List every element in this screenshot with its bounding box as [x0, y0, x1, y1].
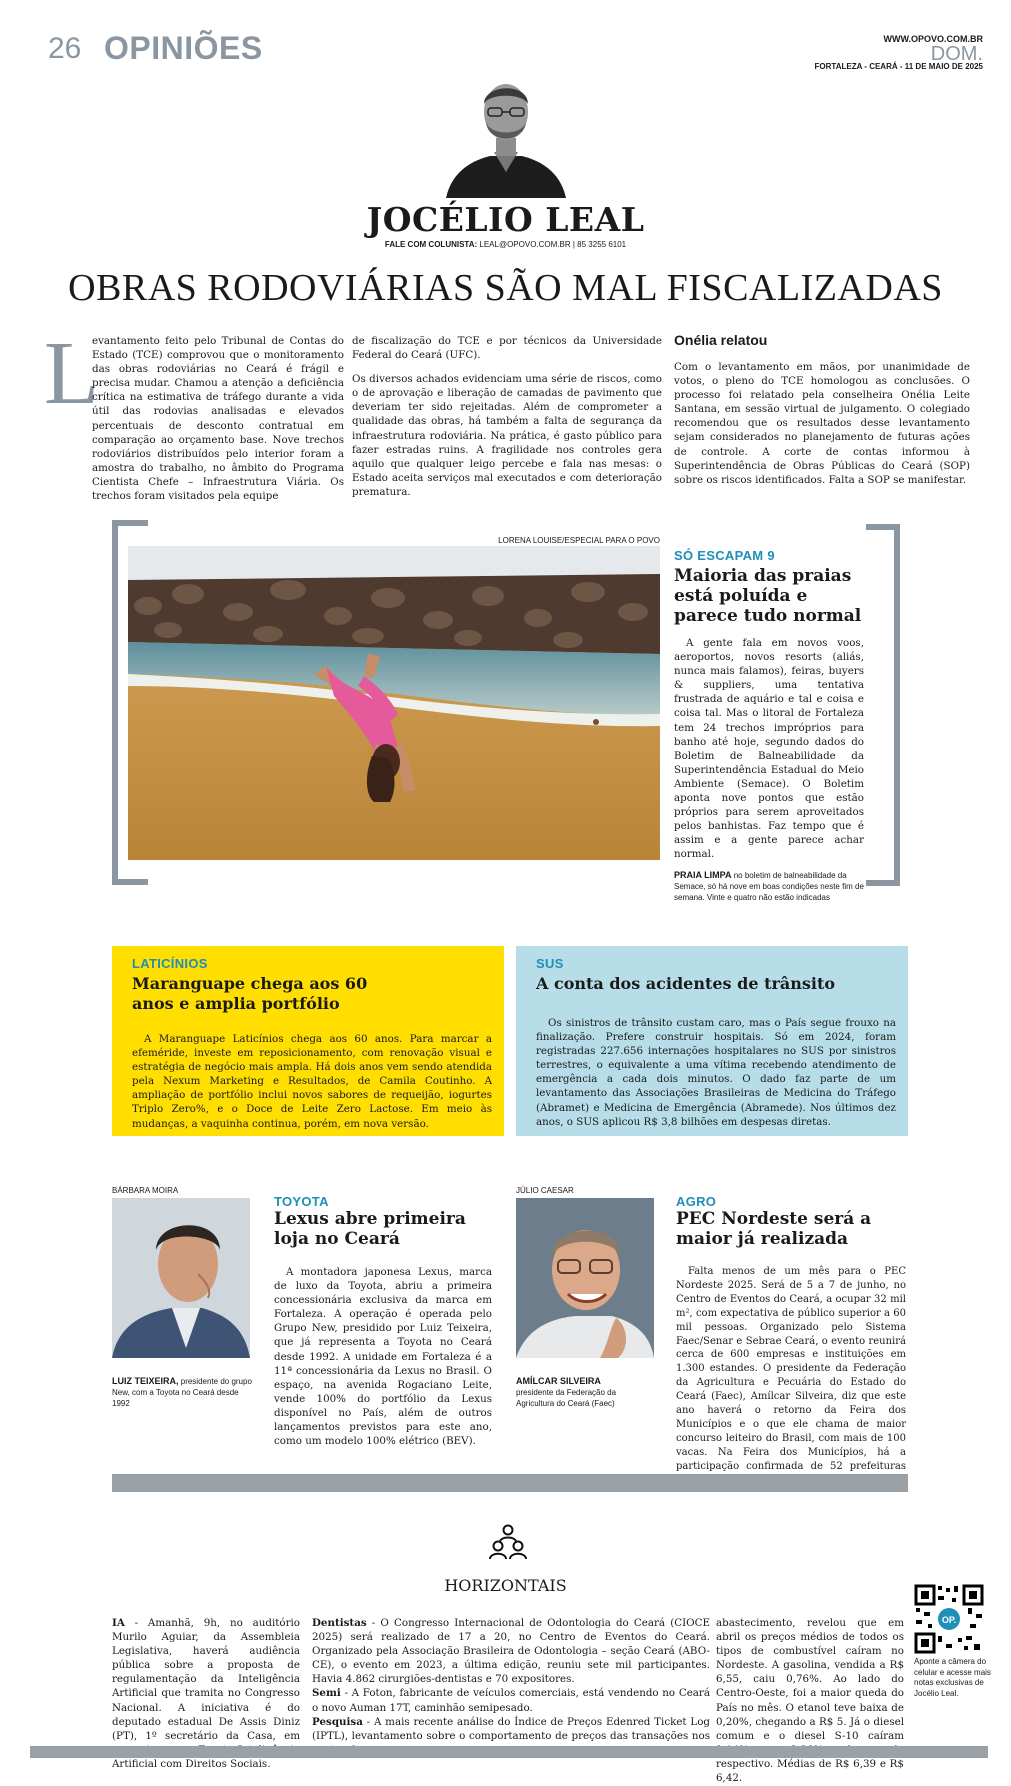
agro-kicker: AGRO	[676, 1194, 717, 1209]
box-laticinios-content	[132, 956, 492, 1131]
qr-note: Aponte a câmera do celular e acesse mais notas exclusivas de Jocélio Leal.	[914, 1657, 991, 1698]
lead-col3-text: Com o levantamento em mãos, por unanimidade de votos, o pleno do TCE homologou as conclusões. O processo foi relatado pela conselheira Onélia Leite Santana, em sessão virtual de julgamento. O colegiado recomendou que os resultados desse levantamento sejam considerados no planejamento de futuras ações de controle. A corte de contas informou à Superintendência de Obras Públicas do Ceará (SOP) sobre os riscos identificados. Falta a SOP se manifestar.	[674, 361, 970, 486]
bracket-right	[894, 524, 900, 886]
luiz-teixeira-photo	[112, 1198, 250, 1358]
bracket-left-bottom	[112, 879, 148, 885]
hz-item-semi	[312, 1686, 710, 1714]
agro-caption-bold-wrap	[516, 1376, 656, 1387]
featured-text: A gente fala em novos voos, aeroportos, novos resorts (aliás, nunca mais falamos), feiras, buyers & suppliers, uma tentativa frustrada de aquário e tal e coisa e coisa tal. Mas o litoral de Fortaleza tem 24 trechos impróprios para banho até hoje, segundo dados do Boletim de Balneabilidade da Superintendência Estadual do Meio Ambiente (Semace). O Boletim aponta nove pontos que estão próprios para serem aproveitados pelos banhistas. Faz tempo que é assim e a gente parece achar normal.	[674, 637, 864, 861]
lead-col1: evantamento feito pelo Tribunal de Contas do Estado (TCE) comprovou que o monitoramento das obras rodoviárias no Ceará é frágil e precisa mudar. Chamou a atenção a deficiência crítica na estimativa de tráfego durante a vida útil das rodovias analisadas e elevados percentuais de desconto contratual em comparação ao orçamento base. Nove trechos rodoviários distribuídos pelo interior foram a amostra do trabalho, no âmbito do Programa Cientista Chefe – Infraestrutura Viária. Os trechos foram visitados pela equipe	[92, 335, 344, 503]
section-divider	[112, 1474, 908, 1492]
hz-item-ia-text: - Amanhã, 9h, no auditório Murilo Aguiar, da Assembleia Legislativa, haverá audiência pública sobre a proposta de regulamentação da Inteligência Artificial que tramita no Congresso Nacional. A iniciativa é do deputado estadual De Assis Diniz (PT), 1º secretário da Casa, em Artificial com Direitos Sociais.	[112, 1617, 300, 1770]
box-laticinios	[112, 946, 504, 1136]
toyota-caption-bold: LUIZ TEIXEIRA,	[112, 1376, 179, 1386]
agro-caption-text: presidente da Federação da Agricultura do Ceará (Faec)	[516, 1388, 617, 1408]
featured-caption-text: no boletim de balneabilidade da Semace, só há nove em boas condições neste fim de semana. Vinte e quatro não estão indicadas	[674, 870, 864, 902]
hz-item-dentistas-lead: Dentistas	[312, 1617, 367, 1629]
beach-photo	[128, 546, 660, 860]
box-laticinios-title: Maranguape chega aos 60 anos e amplia portfólio	[132, 974, 368, 1013]
box-sus-kicker: SUS	[536, 956, 564, 971]
toyota-title: Lexus abre primeira loja no Ceará	[274, 1209, 466, 1249]
featured-title: Maioria das praias está poluída e parece tudo normal	[674, 566, 862, 626]
featured-text-column	[674, 548, 864, 903]
horizontais-title: HORIZONTAIS	[444, 1576, 567, 1595]
qr-code-icon[interactable]	[914, 1584, 984, 1654]
qr-label: OP.	[941, 1615, 957, 1625]
beach-photo-credit: LORENA LOUISE/ESPECIAL PARA O POVO	[498, 536, 660, 545]
lead-col2-p1: de fiscalização do TCE e por técnicos da Universidade Federal do Ceará (UFC).	[352, 335, 662, 362]
contact-label: FALE COM COLUNISTA:	[384, 240, 478, 249]
lead-col3-title: Onélia relatou	[674, 332, 768, 348]
horizontais-col2	[312, 1616, 710, 1757]
main-headline: OBRAS RODOVIÁRIAS SÃO MAL FISCALIZADAS	[68, 267, 943, 309]
horizontais-col3	[716, 1616, 904, 1785]
agro-photo-credit: JÚLIO CAESAR	[516, 1186, 574, 1195]
box-sus-content	[536, 956, 896, 1129]
dom-logo: DOM.	[930, 43, 983, 65]
hz-item-pesquisa-lead: Pesquisa	[312, 1715, 363, 1728]
bracket-right-top	[866, 524, 900, 530]
toyota-kicker: TOYOTA	[274, 1194, 329, 1209]
agro-caption	[516, 1376, 656, 1409]
featured-caption-bold: PRAIA LIMPA	[674, 869, 732, 880]
columnist-name: JOCÉLIO LEAL	[366, 200, 645, 239]
toyota-text: A montadora japonesa Lexus, marca de luxo da Toyota, abriu a primeira concessionária exclusiva da marca em Fortaleza. A operação é operada pelo Grupo New, presidido por Luiz Teixeira, que já representa a Toyota no Ceará desde 1992. A unidade em Fortaleza é a 11ª concessionária da Lexus no Brasil. O espaço, na avenida Rogaciano Leite, vende 100% do portfólio da Lexus disponível no País, além de outros lançamentos previstos para este ano, como um modelo 100% elétrico (BEV).	[274, 1266, 492, 1448]
toyota-story	[274, 1194, 492, 1448]
agro-story	[676, 1194, 906, 1488]
hz-item-semi-text: - A Foton, fabricante de veículos comerciais, está vendendo no Ceará o novo Auman 17T, caminhão semipesado.	[312, 1687, 710, 1714]
featured-kicker: SÓ ESCAPAM 9	[674, 548, 775, 563]
toyota-photo-credit: BÁRBARA MOIRA	[112, 1186, 179, 1195]
box-sus-title: A conta dos acidentes de trânsito	[536, 974, 836, 993]
footer-bar	[30, 1746, 988, 1758]
people-group-icon	[488, 1524, 528, 1560]
section-title: OPINIÕES	[104, 30, 263, 66]
columnist-photo	[438, 72, 574, 198]
hz-col3-text: abastecimento, revelou que em abril os preços médios de todos os tipos de combustível caíram no Nordeste. A gasolina, vendida a R$ 6,55, caiu 0,76%. Ao lado do Centro-Oeste, foi a maior queda do País no mês. O etanol teve baixa de 0,20%, chegando a R$ 5. Já o diesel comum e o diesel S-10 caíram respectivo. Médias de R$ 6,39 e R$ 6,42.	[716, 1617, 904, 1785]
toyota-caption-text: presidente do grupo New, com a Toyota no Ceará desde 1992	[112, 1377, 252, 1408]
agro-title: PEC Nordeste será a maior já realizada	[676, 1209, 872, 1249]
bracket-right-bottom	[866, 880, 900, 886]
bracket-left-top	[112, 520, 148, 526]
agro-caption-bold: AMÍLCAR SILVEIRA	[516, 1376, 601, 1386]
box-laticinios-text: A Maranguape Laticínios chega aos 60 anos. Para marcar a efeméride, investe em reposicionamento, com renovação visual e estratégia de negócio mais ampla. Há dois anos vem sendo atendida pela Nexum Marketing e Resultados, de Camila Coutinho. A ampliação de portfólio inclui novos sabores de requeijão, iogurtes Triplo Zero%, e o Doce de Leite Zero Lactose. Em meio às mudanças, a vaquinha continua, porém, em nova versão.	[132, 1033, 492, 1130]
lead-col2-p2: Os diversos achados evidenciam uma série de riscos, como o de aprovação e liberação de camadas de pavimento que deveriam ter sido rejeitadas. Além de comprometer a qualidade das obras, há também a falta de segurança da infraestrutura rodoviária. Na prática, é gasto público para fazer estradas ruins. A fragilidade nos controles gera aquilo que qualquer leigo percebe e fala nas mesas: o Estado aceita serviços mal executados e com deterioração prematura.	[352, 373, 662, 498]
lead-col2	[352, 334, 662, 499]
box-sus-text: Os sinistros de trânsito custam caro, mas o País segue frouxo na finalização. Prefere construir hospitais. Só em 2024, foram registradas 227.656 internações hospitalares no SUS por sinistros terrestres, o equivalente a uma vítima recebendo atendimento de emergência a cada dois minutos. O dado faz parte de um levantamento das Associações Brasileiras de Medicina do Tráfego (Abramet) e Medicina de Emergência (Abramede). Nos últimos dez anos, o SUS aplicou R$ 3,8 bilhões em despesas diretas.	[536, 1017, 896, 1128]
lead-col1-top	[92, 334, 344, 503]
box-sus	[516, 946, 908, 1136]
hz-item-semi-lead: Semi	[312, 1687, 341, 1700]
page-number: 26	[48, 32, 82, 65]
amilcar-silveira-photo	[516, 1198, 654, 1358]
hz-item-dentistas-text: - O Congresso Internacional de Odontologia do Ceará (CIOCE 2025) será realizado de 17 a 20, no Centro de Eventos do Ceará. Organizado pela Associação Brasileira de Odontologia – seção Ceará (ABO-CE), o evento em 2023, a última edição, reuniu sete mil participantes. Havia 4.862 cirurgiões-dentistas e 70 expositores.	[312, 1617, 710, 1686]
box-laticinios-kicker: LATICÍNIOS	[132, 956, 208, 971]
contact-value[interactable]: LEAL@OPOVO.COM.BR | 85 3255 6101	[477, 240, 627, 249]
agro-text: Falta menos de um mês para o PEC Nordeste 2025. Será de 5 a 7 de junho, no Centro de Eventos do Ceará, a ocupar 32 mil m², com expectativa de público superior a 60 mil pessoas. Organizado pelo Sistema Faec/Senar e Sebrae Ceará, o evento reunirá cerca de 600 empresas e instituições em 1.300 estandes. O presidente da Federação da Agricultura e Pecuária do Estado do Ceará (Faec), Amílcar Silveira, diz que este ano haverá o retorno da Feira dos Municípios e o que ele chama de maior concurso leiteiro do Brasil, com mais de 100 vacas. Na Feira dos Municípios, há a participação confirmada de 52 prefeituras	[676, 1266, 906, 1472]
columnist-contact	[0, 240, 1011, 249]
dropcap: L	[44, 324, 99, 423]
hz-item-ia-lead: IA	[112, 1617, 125, 1629]
site-url[interactable]: WWW.OPOVO.COM.BR	[883, 34, 983, 44]
toyota-caption	[112, 1376, 252, 1409]
featured-caption	[674, 870, 864, 903]
hz-item-pesquisa-text: - A mais recente análise do Índice de Preços Edenred Ticket Log (IPTL), levantamento sobre o comportamento de preços das transações nos	[312, 1715, 710, 1742]
dateline: FORTALEZA - CEARÁ - 11 DE MAIO DE 2025	[814, 62, 983, 71]
lead-col3	[674, 332, 970, 487]
hz-item-dentistas	[312, 1616, 710, 1686]
bracket-left	[112, 520, 118, 885]
